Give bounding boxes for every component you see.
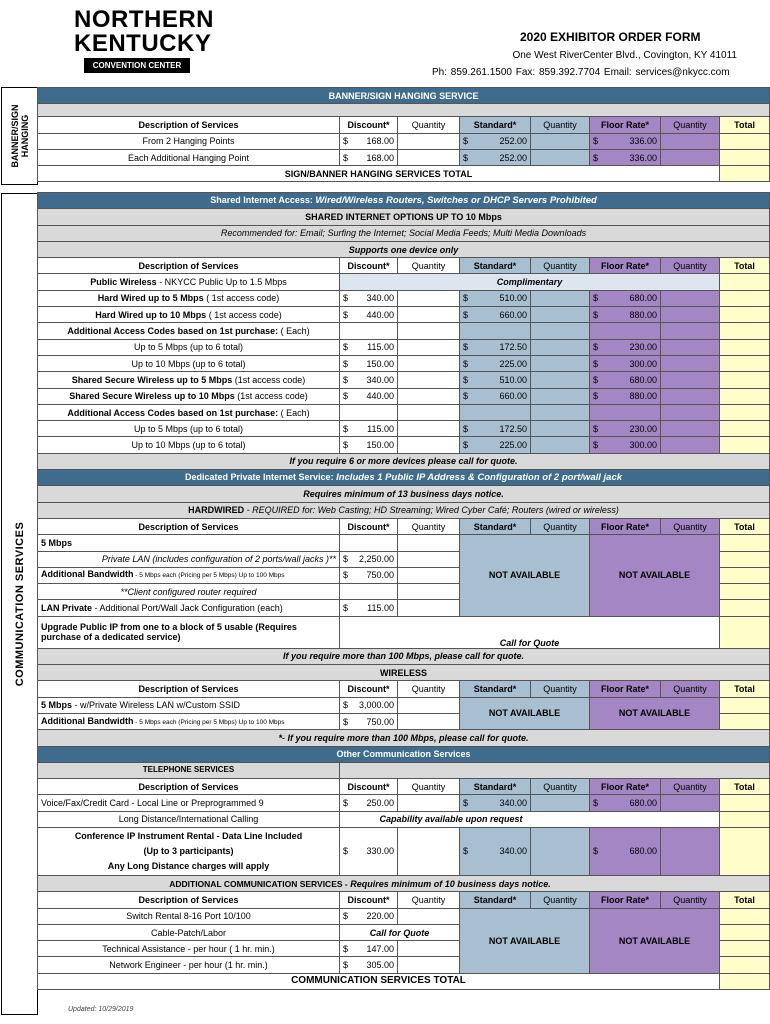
total-input[interactable] xyxy=(720,149,770,165)
table-row: Additional Access Codes based on 1st purchase: ( Each) xyxy=(38,323,770,339)
shared-section-title: Shared Internet Access: Wired/Wireless Routers, Switches or DHCP Servers Prohibited xyxy=(38,193,770,209)
quantity-input[interactable] xyxy=(398,307,460,323)
table-row: Up to 10 Mbps (up to 6 total) $ 150.00 $ 225.00 $ 300.00 xyxy=(38,437,770,453)
total-input[interactable] xyxy=(720,567,770,583)
table-row: Up to 10 Mbps (up to 6 total) $ 150.00 $ 225.00 $ 300.00 xyxy=(38,355,770,371)
table-row: LAN Private - Additional Port/Wall Jack Configuration (each) $ 115.00 xyxy=(38,600,770,616)
logo-line3: CONVENTION CENTER xyxy=(84,58,190,73)
quantity-input[interactable] xyxy=(398,567,460,583)
quantity-input[interactable] xyxy=(531,290,590,306)
logo-line2: KENTUCKY xyxy=(74,30,212,57)
nkycc-logo xyxy=(74,6,214,82)
communication-total-input[interactable] xyxy=(720,973,770,989)
total-input[interactable] xyxy=(720,616,770,648)
communication-total-row: COMMUNICATION SERVICES TOTAL xyxy=(38,973,770,989)
quantity-input[interactable] xyxy=(398,421,460,437)
table-row: Private LAN (includes configuration of 2 ports/wall jacks )** $ 2,250.00 xyxy=(38,551,770,567)
banner-total-input[interactable] xyxy=(720,166,770,182)
total-input[interactable] xyxy=(720,941,770,957)
wireless-column-header: Description of Services Discount* Quantity Standard* Quantity Floor Rate* Quantity Total xyxy=(38,681,770,697)
table-row: Upgrade Public IP from one to a block of 5 usable (Requires purchase of a dedicated service) Call for Quote xyxy=(38,616,770,648)
quantity-input[interactable] xyxy=(661,149,720,165)
dedicated-section-title: Dedicated Private Internet Service: Includes 1 Public IP Address & Configuration of 2 port/wall jack xyxy=(38,470,770,486)
total-input[interactable] xyxy=(720,421,770,437)
quantity-input[interactable] xyxy=(661,437,720,453)
total-input[interactable] xyxy=(720,908,770,924)
additional-standard-not-available: NOT AVAILABLE xyxy=(460,908,590,973)
quantity-input[interactable] xyxy=(661,388,720,404)
quantity-input[interactable] xyxy=(661,133,720,149)
table-row: Up to 5 Mbps (up to 6 total) $ 115.00 $ 172.50 $ 230.00 xyxy=(38,421,770,437)
quantity-input[interactable] xyxy=(398,372,460,388)
table-row: Long Distance/International Calling Capability available upon request xyxy=(38,811,770,827)
quantity-input[interactable] xyxy=(661,355,720,371)
banner-table xyxy=(37,87,770,182)
total-input[interactable] xyxy=(720,551,770,567)
table-row: Public Wireless - NKYCC Public Up to 1.5 Mbps Complimentary xyxy=(38,274,770,290)
quantity-input[interactable] xyxy=(398,535,460,551)
quantity-input[interactable] xyxy=(398,133,460,149)
total-input[interactable] xyxy=(720,600,770,616)
quantity-input[interactable] xyxy=(661,827,720,875)
total-input[interactable] xyxy=(720,372,770,388)
quantity-input[interactable] xyxy=(531,339,590,355)
table-row: 5 Mbps NOT AVAILABLE NOT AVAILABLE xyxy=(38,535,770,551)
total-input[interactable] xyxy=(720,535,770,551)
total-input[interactable] xyxy=(720,339,770,355)
table-row: Network Engineer - per hour (1 hr. min.) $ 305.00 xyxy=(38,957,770,973)
quantity-input[interactable] xyxy=(398,551,460,567)
other-section-title: Other Communication Services xyxy=(38,746,770,762)
table-row: Conference IP Instrument Rental - Data Line Included (Up to 3 participants) Any Long Distance charges will apply $ 330.00 $ 340.00 $ 680.00 xyxy=(38,827,770,875)
quantity-input[interactable] xyxy=(398,908,460,924)
table-row: Hard Wired up to 10 Mbps ( 1st access code) $ 440.00 $ 660.00 $ 880.00 xyxy=(38,307,770,323)
quantity-input[interactable] xyxy=(398,355,460,371)
quantity-input[interactable] xyxy=(398,388,460,404)
total-input[interactable] xyxy=(720,957,770,973)
total-input[interactable] xyxy=(720,827,770,875)
table-row: Additional Bandwidth - 5 Mbps each (Pricing per 5 Mbps) Up to 100 Mbps $ 750.00 xyxy=(38,713,770,729)
wireless-standard-not-available: NOT AVAILABLE xyxy=(460,697,590,730)
total-input[interactable] xyxy=(720,713,770,729)
communication-table: Shared Internet Access: Wired/Wireless Routers, Switches or DHCP Servers Prohibited SHARED INTERNET OPTIONS UP TO 10 Mbps Recommended for: Email; Surfing the Internet; Social Media Feeds; Multi Media Downloads Supports one device only Description of Services Discount* Quantity Standard* Quantity Floor Rate* Quantity Total Public Wireless - NKYCC Public Up to 1.5 Mbps Complimentary Hard Wired up to 5 Mbps ( 1st access code) $ 340.00 $ 510.00 $ 680.00 Hard Wired up to 10 Mbps ( 1st access code) $ 440.00 $ 660.00 $ 880.00 Additional Access Codes based on 1st purchase: ( Each) Up to 5 Mbps (up to 6 total) $ 115.00 $ 172.50 $ 230.00 Up to 10 Mbps (up to 6 total) $ 150.00 $ 225.00 $ 300.00 Shared Secure Wireless up to 5 Mbps (1st access code) $ 340.00 $ 510.00 $ 680.00 Shared Secure Wireless up to 10 Mbps (1st access code) $ 440.00 $ 660.00 $ 880.00 Additional Access Codes based on 1st purchase: ( Each) Up to 5 Mbps (up to 6 total) $ 115.00 $ 172.50 $ 230.00 Up to 10 Mbps (up to 6 total) $ 150.00 $ 225.00 $ 300.00 If you require 6 or more devices please call for quote. Dedicated Private Internet Service: Includes 1 Public IP Address & Configuration of 2 port/wall jack Requires minimum of 13 business days notice. HARDWIRED - REQUIRED for: Web Casting; HD Streaming; Wired Cyber Café; Routers (wired or wireless) Description of Services Discount* Quantity Standard* Quantity Floor Rate* Quantity Total 5 Mbps NOT AVAILABLE NOT AVAILABLE Private LAN (includes configuration of 2 ports/wall jacks )** $ 2,250.00 Additional Bandwidth - 5 Mbps each (Pricing per 5 Mbps) Up to 100 Mbps $ 750.00 **Client configured router required LAN Private - Additional Port/Wall Jack Configuration (each) $ 115.00 Upgrade Public IP from one to a block of 5 usable (Requires purchase of a dedicated service) Call for Quote If you require more than 100 Mbps, please call for quote. WIRELESS Description of Services Discount* Quantity Standard* Quantity Floor Rate* Quantity Total 5 Mbps - w/Private Wireless LAN w/Custom SSID $ 3,000.00 NOT AVAILABLE NOT AVAILABLE Additional Bandwidth - 5 Mbps each (Pricing per 5 Mbps) Up to 100 Mbps $ 750.00 *- If you require more than 100 Mbps, please call for quote. Other Communication Services TELEPHONE SERVICES Description of Services Discount* Quantity Standard* Quantity Floor Rate* Quantity Total Voice/Fax/Credit Card - Local Line or Preprogrammed 9 $ 250.00 $ 340.00 $ 680.00 Long Distance/International Calling Capability available upon request Conference IP Instrument Rental - Data Line Included (Up to 3 participants) Any Long Distance charges will apply $ 330.00 $ 340.00 $ 680.00 ADDITIONAL COMMUNICATION SERVICES - Requires minimum of 10 business days notice. Description of Services Discount* Quantity Standard* Quantity Floor Rate* Quantity Total Switch Rental 8-16 Port 10/100 $ 220.00 NOT AVAILABLE NOT AVAILABLE Cable-Patch/Labor Call for Quote Technical Assistance - per hour ( 1 hr. min.) $ 147.00 Network Engineer - per hour (1 hr. min.) $ 305.00 COMMUNICATION SERVICES TOTAL xyxy=(37,192,770,990)
dedicated-column-header: Description of Services Discount* Quantity Standard* Quantity Floor Rate* Quantity Total xyxy=(38,518,770,534)
quantity-input[interactable] xyxy=(531,827,590,875)
table-row: Technical Assistance - per hour ( 1 hr. min.) $ 147.00 xyxy=(38,941,770,957)
quantity-input[interactable] xyxy=(531,437,590,453)
quantity-input[interactable] xyxy=(661,307,720,323)
form-title: 2020 EXHIBITOR ORDER FORM xyxy=(520,30,701,44)
quantity-input[interactable] xyxy=(398,600,460,616)
table-row: Each Additional Hanging Point $ 168.00 $ 252.00 $ 336.00 xyxy=(38,149,770,165)
sidebar-communication-label: COMMUNICATION SERVICES xyxy=(13,521,26,687)
dedicated-standard-not-available: NOT AVAILABLE xyxy=(460,535,590,616)
total-input[interactable] xyxy=(720,290,770,306)
quantity-input[interactable] xyxy=(398,437,460,453)
quantity-input[interactable] xyxy=(398,697,460,713)
quantity-input[interactable] xyxy=(531,133,590,149)
table-row: Voice/Fax/Credit Card - Local Line or Preprogrammed 9 $ 250.00 $ 340.00 $ 680.00 xyxy=(38,795,770,811)
quantity-input[interactable] xyxy=(398,149,460,165)
quantity-input[interactable] xyxy=(531,372,590,388)
quantity-input[interactable] xyxy=(398,941,460,957)
quantity-input[interactable] xyxy=(661,290,720,306)
logo-line1: NORTHERN xyxy=(74,6,214,33)
header xyxy=(0,0,770,86)
quantity-input[interactable] xyxy=(661,372,720,388)
total-input[interactable] xyxy=(720,388,770,404)
banner-section-title: BANNER/SIGN HANGING SERVICE xyxy=(38,88,770,104)
quantity-input[interactable] xyxy=(398,827,460,875)
total-input[interactable] xyxy=(720,274,770,290)
table-row: Shared Secure Wireless up to 10 Mbps (1st access code) $ 440.00 $ 660.00 $ 880.00 xyxy=(38,388,770,404)
quantity-input[interactable] xyxy=(531,307,590,323)
quantity-input[interactable] xyxy=(531,355,590,371)
dedicated-floor-not-available: NOT AVAILABLE xyxy=(590,535,720,616)
table-row: Switch Rental 8-16 Port 10/100 $ 220.00 NOT AVAILABLE NOT AVAILABLE xyxy=(38,908,770,924)
quantity-input[interactable] xyxy=(661,795,720,811)
quantity-input[interactable] xyxy=(531,388,590,404)
quantity-input[interactable] xyxy=(661,339,720,355)
banner-total-row: SIGN/BANNER HANGING SERVICES TOTAL xyxy=(38,166,770,182)
additional-column-header: Description of Services Discount* Quantity Standard* Quantity Floor Rate* Quantity Total xyxy=(38,892,770,908)
table-row: **Client configured router required xyxy=(38,584,770,600)
additional-floor-not-available: NOT AVAILABLE xyxy=(590,908,720,973)
quantity-input[interactable] xyxy=(398,713,460,729)
shared-column-header: Description of Services Discount* Quantity Standard* Quantity Floor Rate* Quantity Total xyxy=(38,258,770,274)
table-row: Additional Bandwidth - 5 Mbps each (Pricing per 5 Mbps) Up to 100 Mbps $ 750.00 xyxy=(38,567,770,583)
sidebar-banner xyxy=(1,87,38,185)
table-row: From 2 Hanging Points $ 168.00 $ 252.00 $ 336.00 xyxy=(38,133,770,149)
table-row: Hard Wired up to 5 Mbps ( 1st access code) $ 340.00 $ 510.00 $ 680.00 xyxy=(38,290,770,306)
quantity-input[interactable] xyxy=(398,795,460,811)
total-input[interactable] xyxy=(720,355,770,371)
address: One West RiverCenter Blvd., Covington, KY 41011 xyxy=(512,50,737,61)
contact-line: Ph: 859.261.1500 Fax: 859.392.7704 Email: services@nkycc.com xyxy=(432,67,730,78)
sidebar-communication xyxy=(1,193,38,1015)
table-row: Up to 5 Mbps (up to 6 total) $ 115.00 $ 172.50 $ 230.00 xyxy=(38,339,770,355)
banner-column-header: Description of Services Discount* Quantity Standard* Quantity Floor Rate* Quantity Total xyxy=(38,117,770,133)
table-row: 5 Mbps - w/Private Wireless LAN w/Custom SSID $ 3,000.00 NOT AVAILABLE NOT AVAILABLE xyxy=(38,697,770,713)
total-input[interactable] xyxy=(720,437,770,453)
quantity-input[interactable] xyxy=(661,421,720,437)
quantity-input[interactable] xyxy=(531,421,590,437)
sidebar-banner-label: BANNER/SIGN HANGING xyxy=(9,104,30,168)
total-input[interactable] xyxy=(720,307,770,323)
telephone-column-header: Description of Services Discount* Quantity Standard* Quantity Floor Rate* Quantity Total xyxy=(38,779,770,795)
total-input[interactable] xyxy=(720,795,770,811)
total-input[interactable] xyxy=(720,697,770,713)
quantity-input[interactable] xyxy=(398,339,460,355)
table-row: Additional Access Codes based on 1st purchase: ( Each) xyxy=(38,404,770,420)
wireless-floor-not-available: NOT AVAILABLE xyxy=(590,697,720,730)
quantity-input[interactable] xyxy=(531,795,590,811)
quantity-input[interactable] xyxy=(398,290,460,306)
quantity-input[interactable] xyxy=(398,957,460,973)
updated-date: Updated: 10/29/2019 xyxy=(68,1006,134,1013)
total-input[interactable] xyxy=(720,924,770,940)
table-row: Shared Secure Wireless up to 5 Mbps (1st access code) $ 340.00 $ 510.00 $ 680.00 xyxy=(38,372,770,388)
quantity-input[interactable] xyxy=(531,149,590,165)
table-row: Cable-Patch/Labor Call for Quote xyxy=(38,924,770,940)
total-input[interactable] xyxy=(720,133,770,149)
